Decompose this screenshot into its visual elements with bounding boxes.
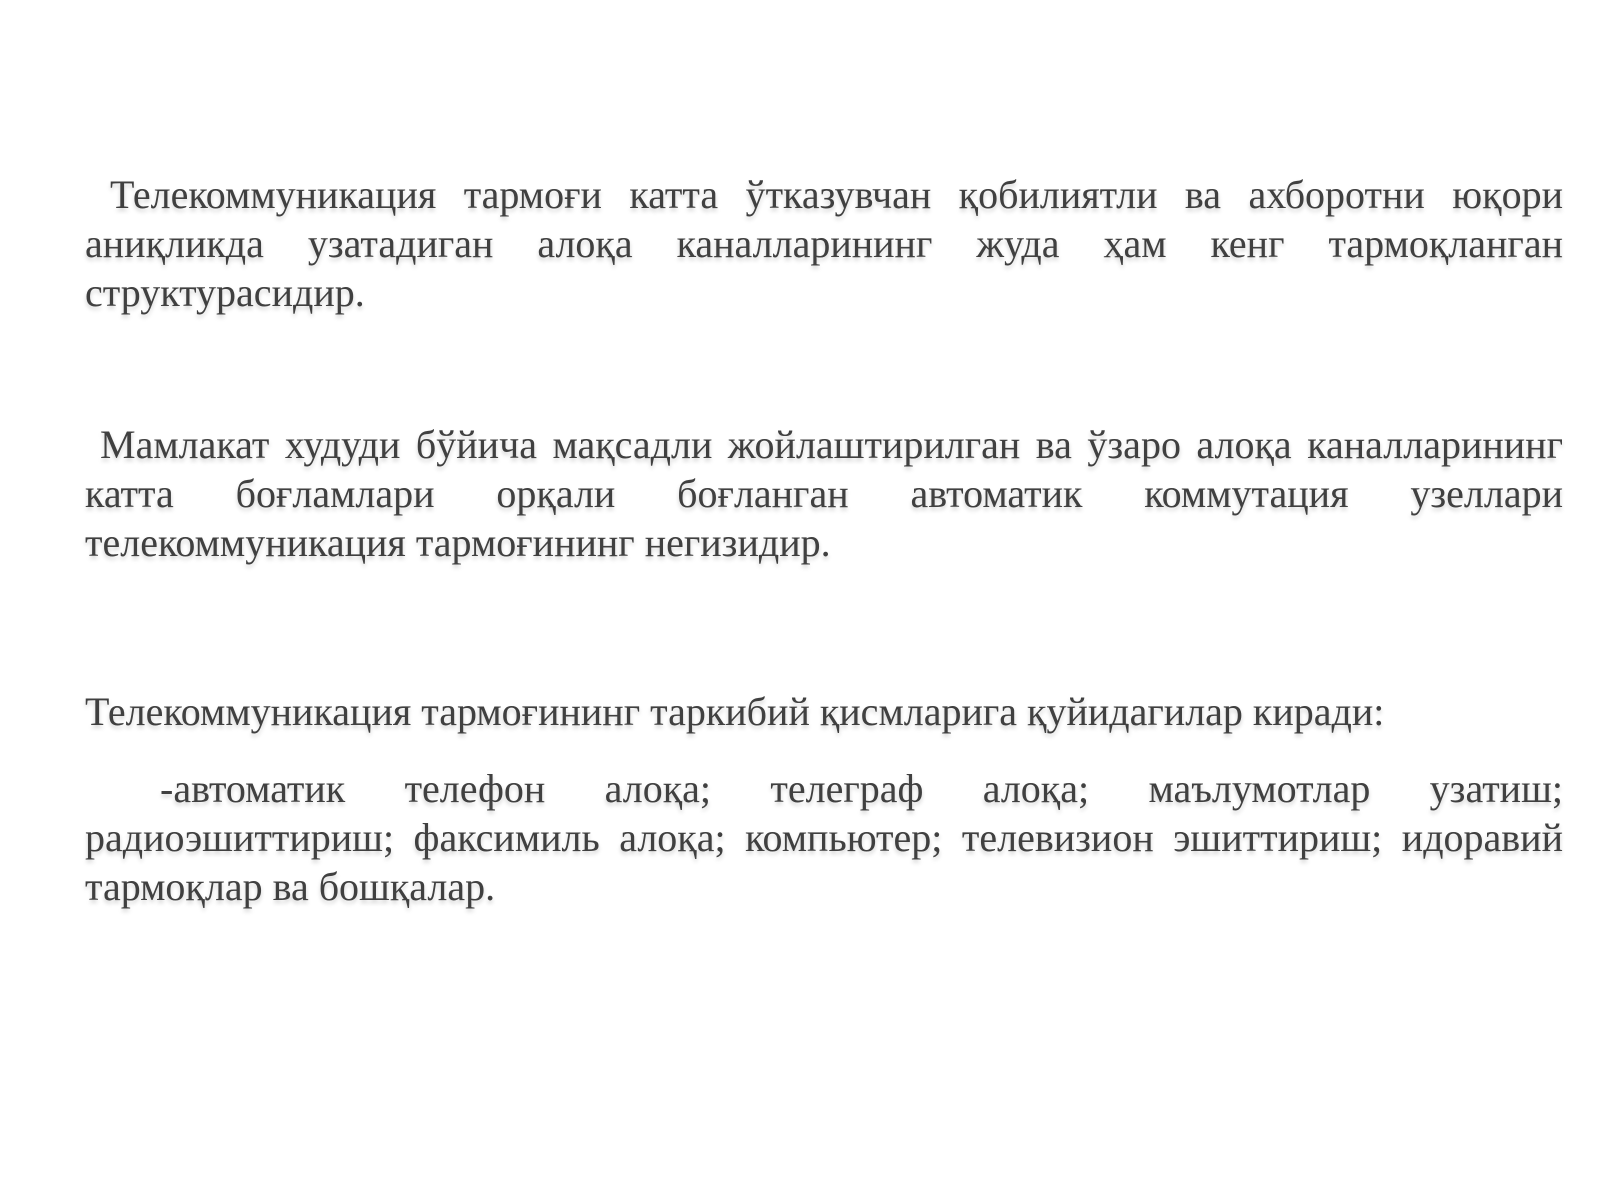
paragraph-network-definition: Телекоммуникация тармоғи катта ўтказувчан қобилиятли ва ахборотни юқори аниқликда узатадиган алоқа каналларининг жуда ҳам кенг тармоқланган структурасидир.	[85, 172, 1563, 315]
paragraph-components-list: -автоматик телефон алоқа; телеграф алоқа; маълумотлар узатиш; радиоэшиттириш; факсимиль алоқа; компьютер; телевизион эшиттириш; идоравий тармоқлар ва бошқалар.	[85, 766, 1563, 909]
paragraph-components-intro: Телекоммуникация тармоғининг таркибий қисмларига қуйидагилар киради:	[85, 689, 1385, 734]
paragraph-network-basis: Мамлакат худуди бўйича мақсадли жойлаштирилган ва ўзаро алоқа каналларининг катта боғламлари орқали боғланган автоматик коммутация узеллари телекоммуникация тармоғининг негизидир.	[85, 422, 1563, 565]
